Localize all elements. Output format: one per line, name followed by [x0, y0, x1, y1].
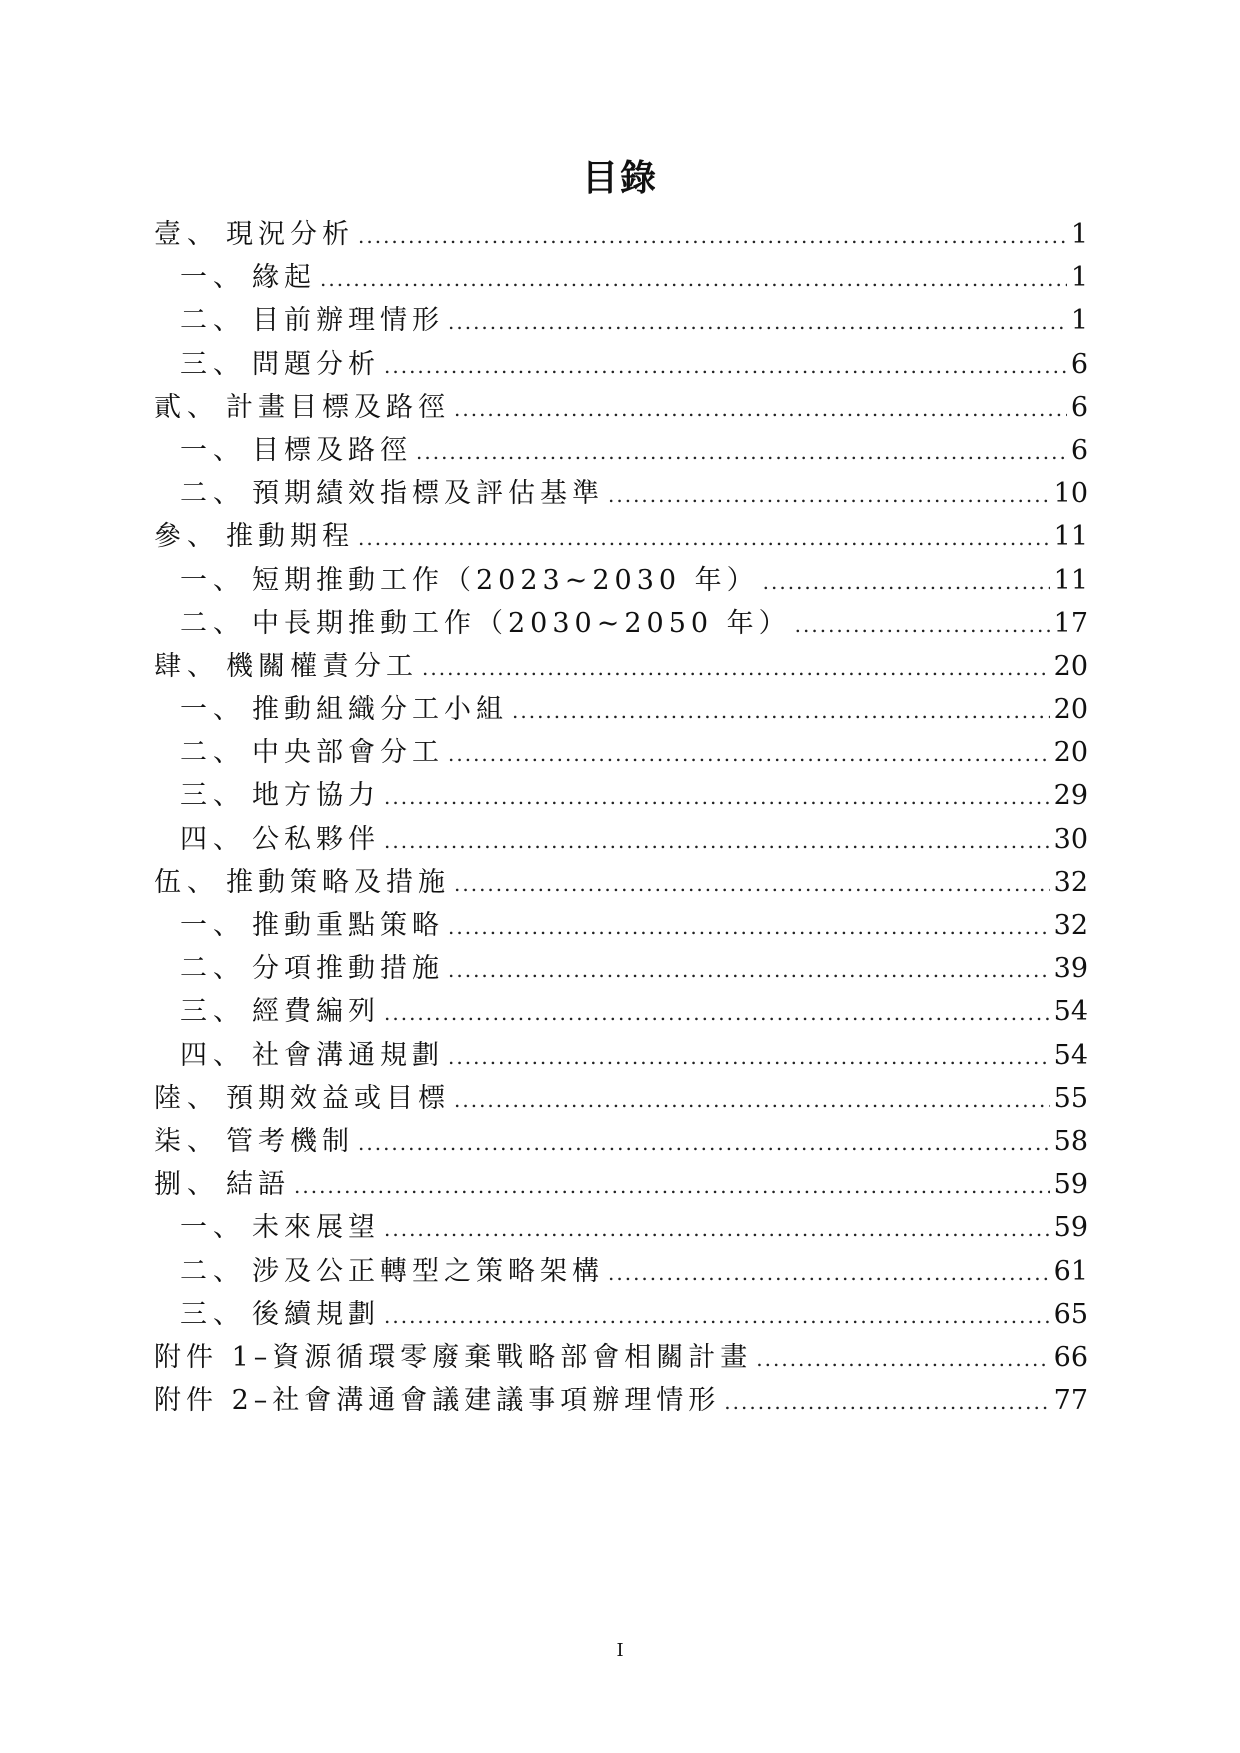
toc-entry-title: 附件 2–社會溝通會議建議事項辦理情形	[154, 1385, 721, 1417]
toc-entry-title: 推動組織分工小組	[252, 694, 508, 726]
toc-entry[interactable]	[154, 1335, 1088, 1378]
toc-entry-number: 參、	[154, 521, 220, 553]
toc-entry[interactable]	[154, 428, 1088, 471]
toc-entry-page: 1	[1070, 262, 1088, 294]
dot-leader	[358, 1131, 1050, 1155]
toc-entry-page: 32	[1053, 910, 1088, 941]
dot-leader	[358, 526, 1050, 550]
toc-entry-title: 中央部會分工	[252, 737, 444, 769]
toc-entry-title: 公私夥伴	[252, 823, 380, 855]
toc-entry-title: 未來展望	[252, 1212, 380, 1244]
toc-entry-number: 二、	[180, 1255, 246, 1287]
toc-entry-title: 涉及公正轉型之策略架構	[252, 1255, 604, 1287]
toc-entry-page: 55	[1053, 1082, 1088, 1114]
dot-leader	[454, 872, 1050, 896]
dot-leader	[384, 1001, 1050, 1025]
dot-leader	[384, 1217, 1050, 1241]
toc-entry-title: 目前辦理情形	[252, 305, 444, 337]
toc-entry-page: 20	[1053, 737, 1088, 769]
dot-leader	[384, 354, 1067, 378]
dot-leader	[608, 1261, 1050, 1285]
toc-entry[interactable]	[154, 1292, 1088, 1335]
dot-leader	[454, 1088, 1050, 1112]
toc-entry[interactable]	[154, 514, 1088, 557]
toc-entry[interactable]	[154, 298, 1088, 341]
toc-entry-title: 現況分析	[226, 219, 354, 250]
toc-entry-page: 77	[1053, 1385, 1088, 1417]
toc-entry-title: 推動策略及措施	[226, 866, 450, 898]
page-footer-number: I	[616, 1640, 624, 1661]
toc-entry[interactable]	[154, 730, 1088, 773]
toc-entry-page: 54	[1053, 1039, 1088, 1071]
toc-entry-title: 地方協力	[252, 780, 380, 812]
toc-entry[interactable]	[154, 558, 1088, 601]
toc-entry-page: 1	[1070, 305, 1088, 337]
toc-entry[interactable]	[154, 989, 1088, 1032]
toc-entry-page: 61	[1053, 1255, 1088, 1287]
toc-entry[interactable]	[154, 903, 1088, 946]
dot-leader	[724, 1390, 1049, 1414]
toc-entry-number: 四、	[180, 823, 246, 855]
toc-entry[interactable]	[154, 1119, 1088, 1162]
toc-entry-number: 二、	[180, 953, 246, 985]
toc-entry-title: 推動期程	[226, 521, 354, 553]
toc-entry-number: 一、	[180, 262, 246, 294]
dot-leader	[795, 613, 1050, 637]
toc-entry-title: 經費編列	[252, 996, 380, 1028]
toc-entry-page: 6	[1070, 391, 1088, 423]
dot-leader	[608, 483, 1050, 507]
dot-leader	[422, 656, 1050, 680]
dot-leader	[416, 440, 1067, 464]
toc-entry-number: 柒、	[154, 1125, 220, 1157]
toc-entry-page: 6	[1070, 434, 1088, 466]
toc-entry-number: 四、	[180, 1039, 246, 1071]
toc-entry-title: 問題分析	[252, 348, 380, 380]
toc-entry-number: 三、	[180, 348, 246, 380]
toc-entry-page: 59	[1053, 1169, 1088, 1201]
toc-entry-title: 推動重點策略	[252, 910, 444, 941]
toc-entry-page: 20	[1053, 650, 1088, 682]
toc-entry-page: 39	[1053, 953, 1088, 985]
dot-leader	[763, 570, 1050, 594]
toc-entry-page: 20	[1053, 694, 1088, 726]
toc-entry-page: 59	[1053, 1212, 1088, 1244]
toc-entry-page: 66	[1053, 1341, 1088, 1373]
toc-entry[interactable]	[154, 687, 1088, 730]
dot-leader	[448, 915, 1050, 939]
toc-entry-title: 後續規劃	[252, 1298, 380, 1330]
toc-entry[interactable]	[154, 255, 1088, 298]
toc-entry-number: 三、	[180, 1298, 246, 1330]
toc-entry-number: 一、	[180, 434, 246, 466]
dot-leader	[448, 310, 1067, 334]
toc-entry[interactable]	[154, 342, 1088, 385]
toc-entry-number: 貳、	[154, 391, 220, 423]
toc-entry-number: 二、	[180, 607, 246, 639]
toc-entry-page: 11	[1053, 564, 1088, 596]
toc-entry[interactable]	[154, 1076, 1088, 1119]
toc-entry-title: 短期推動工作（2023~2030 年）	[252, 564, 759, 596]
toc-entry[interactable]	[154, 212, 1088, 255]
dot-leader	[384, 829, 1050, 853]
dot-leader	[294, 1174, 1050, 1198]
dot-leader	[384, 785, 1050, 809]
dot-leader	[512, 699, 1050, 723]
toc-entry-title: 結語	[226, 1169, 290, 1201]
toc-entry[interactable]	[154, 1378, 1088, 1421]
toc-entry-number: 二、	[180, 305, 246, 337]
toc-entry[interactable]	[154, 1033, 1088, 1076]
dot-leader	[448, 1045, 1050, 1069]
dot-leader	[756, 1347, 1049, 1371]
dot-leader	[320, 267, 1067, 291]
dot-leader	[384, 1304, 1050, 1328]
toc-entry-number: 二、	[180, 478, 246, 510]
toc-title: 目錄	[581, 158, 658, 199]
toc-entry-title: 管考機制	[226, 1125, 354, 1157]
toc-entry-title: 分項推動措施	[252, 953, 444, 985]
toc-entry-page: 65	[1053, 1298, 1088, 1330]
toc-entry[interactable]	[154, 946, 1088, 989]
toc-entry-page: 54	[1053, 996, 1088, 1028]
toc-entry[interactable]	[154, 773, 1088, 816]
toc-entry[interactable]	[154, 1162, 1088, 1205]
toc-entry[interactable]	[154, 385, 1088, 428]
toc-entry-title: 目標及路徑	[252, 434, 412, 466]
toc-entry[interactable]	[154, 817, 1088, 860]
toc-entry-title: 計畫目標及路徑	[226, 391, 450, 423]
toc-entry-title: 中長期推動工作（2030~2050 年）	[252, 607, 791, 639]
toc-entry-number: 三、	[180, 996, 246, 1028]
toc-entry[interactable]	[154, 471, 1088, 514]
toc-entry-page: 32	[1053, 866, 1088, 898]
toc-entry-number: 肆、	[154, 650, 220, 682]
toc-entry-number: 一、	[180, 564, 246, 596]
toc-entry-number: 一、	[180, 910, 246, 941]
toc-entry-title: 預期效益或目標	[226, 1082, 450, 1114]
toc-entry-page: 6	[1070, 348, 1088, 380]
toc-entry-title: 機關權責分工	[226, 650, 418, 682]
toc-entry-page: 58	[1053, 1125, 1088, 1157]
toc-entry-page: 29	[1053, 780, 1088, 812]
dot-leader	[358, 224, 1067, 248]
toc-entry-number: 二、	[180, 737, 246, 769]
toc-entry[interactable]	[154, 860, 1088, 903]
toc-entry-number: 一、	[180, 1212, 246, 1244]
dot-leader	[454, 397, 1067, 421]
toc-entry-title: 預期績效指標及評估基準	[252, 478, 604, 510]
toc-entry-number: 壹、	[154, 219, 220, 250]
toc-entry-title: 緣起	[252, 262, 316, 294]
toc-entry-number: 三、	[180, 780, 246, 812]
dot-leader	[448, 742, 1050, 766]
toc-entry-page: 1	[1070, 219, 1088, 250]
toc-entry-number: 一、	[180, 694, 246, 726]
toc-entry[interactable]	[154, 1205, 1088, 1248]
toc-entry-number: 捌、	[154, 1169, 220, 1201]
toc-entry-title: 社會溝通規劃	[252, 1039, 444, 1071]
toc-entry-number: 陸、	[154, 1082, 220, 1114]
toc-entry[interactable]	[154, 644, 1088, 687]
toc-entry-number: 伍、	[154, 866, 220, 898]
toc-entry[interactable]	[154, 601, 1088, 644]
toc-entry-title: 附件 1–資源循環零廢棄戰略部會相關計畫	[154, 1341, 753, 1373]
toc-entry-page: 30	[1053, 823, 1088, 855]
table-of-contents	[154, 212, 1088, 1421]
toc-entry-page: 10	[1053, 478, 1088, 510]
dot-leader	[448, 958, 1050, 982]
toc-entry-page: 17	[1053, 607, 1088, 639]
toc-entry[interactable]	[154, 1249, 1088, 1292]
toc-entry-page: 11	[1053, 521, 1088, 553]
